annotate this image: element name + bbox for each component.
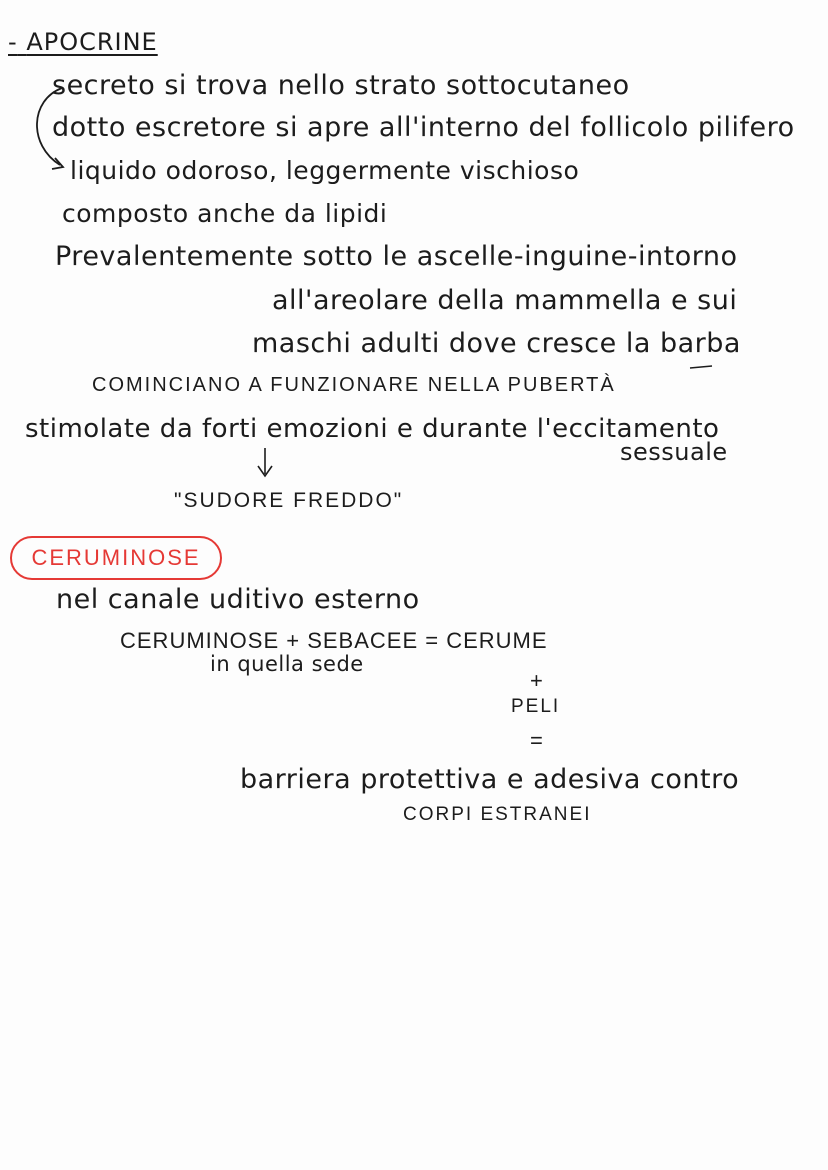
cerume-equation: CERUMINOSE + SEBACEE = CERUME [120, 628, 548, 653]
ceruminose-heading-badge [10, 536, 222, 580]
apocrine-line-7: maschi adulti dove cresce la barba [252, 328, 741, 359]
apocrine-line-2: dotto escretore si apre all'interno del follicolo pilifero [52, 112, 795, 143]
heading-text: APOCRINE [26, 28, 158, 56]
apocrine-line-1: secreto si trova nello strato sottocutaneo [52, 70, 630, 101]
equation-note: in quella sede [210, 652, 364, 676]
equals-sign: = [530, 728, 545, 753]
peli-label: PELI [511, 696, 561, 717]
bracket-arrowhead [52, 158, 63, 169]
heading-dash: - [8, 28, 18, 56]
plus-sign: + [530, 668, 545, 693]
apocrine-heading [8, 30, 158, 54]
apocrine-line-3: liquido odoroso, leggermente vischioso [70, 156, 580, 185]
down-arrow-head [258, 466, 272, 476]
ceruminose-heading: CERUMINOSE [31, 545, 201, 570]
cold-sweat-label: "SUDORE FREDDO" [174, 489, 404, 512]
apocrine-line-5: Prevalentemente sotto le ascelle-inguine-intorno [55, 241, 738, 272]
result-caps: CORPI ESTRANEI [403, 804, 592, 825]
result-line: barriera protettiva e adesiva contro [240, 764, 740, 795]
stimulated-continuation: sessuale [620, 438, 728, 466]
apocrine-line-4: composto anche da lipidi [62, 199, 388, 228]
puberty-note: COMINCIANO A FUNZIONARE NELLA PUBERTÀ [92, 374, 616, 396]
stimulated-line: stimolate da forti emozioni e durante l'eccitamento [25, 414, 720, 444]
ceruminose-location: nel canale uditivo esterno [56, 584, 420, 615]
accent-mark [690, 366, 712, 368]
apocrine-line-6: all'areolare della mammella e sui [272, 285, 738, 316]
